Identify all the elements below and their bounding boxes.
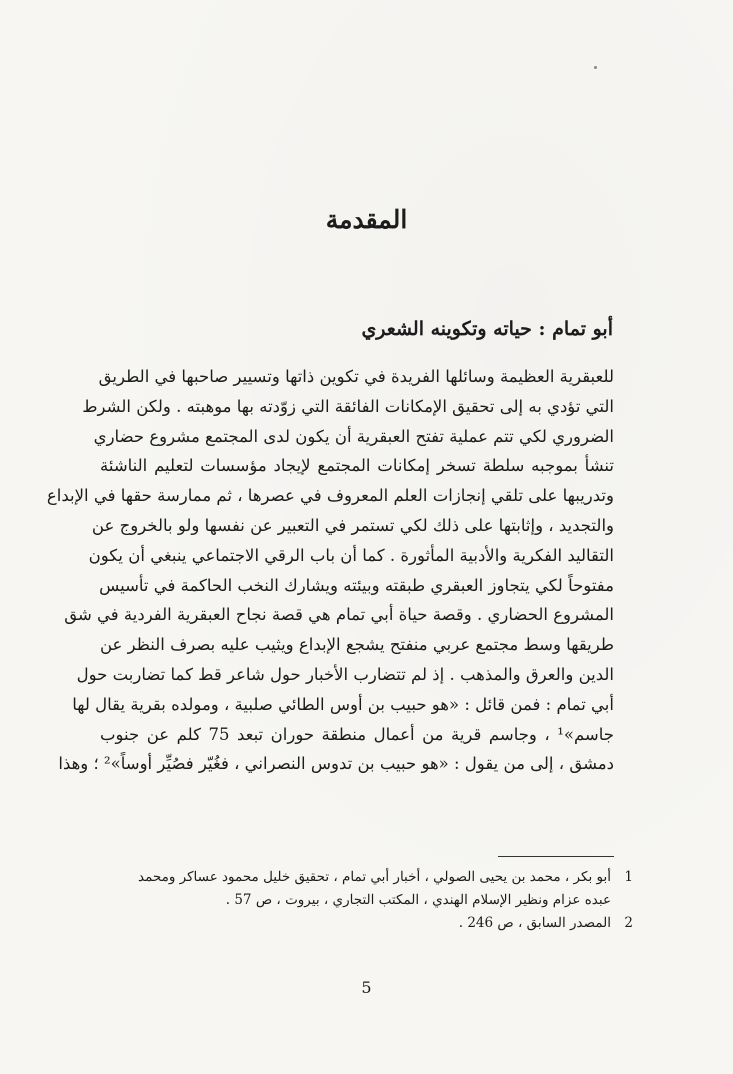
body-line: التي تؤدي به إلى تحقيق الإمكانات الفائقة التي زوّدته بها موهبته . ولكن الشرط — [82, 396, 614, 416]
body-line: للعبقرية العظيمة وسائلها الفريدة في تكوين ذاتها وتسيير صاحبها في الطريق — [98, 367, 614, 386]
body-line: المشروع الحضاري . وقصة حياة أبي تمام هي قصة نجاح العبقرية الفردية في شق — [64, 605, 614, 625]
body-line: دمشق ، إلى من يقول : «هو حبيب بن تدوس النصراني ، فغُيّر فصُيِّر أوساً»² ؛ وهذا — [58, 754, 614, 774]
body-line: تنشأ بموجبه سلطة تسخر إمكانات المجتمع لإيجاد مؤسسات لتعليم الناشئة — [100, 456, 614, 476]
section-heading: أبو تمام : حياته وتكوينه الشعري — [361, 318, 613, 340]
body-text — [46, 362, 614, 779]
chapter-title: المقدمة — [325, 205, 408, 234]
page-number: 5 — [361, 978, 372, 997]
ink-speck — [594, 66, 597, 69]
footnote-1 — [97, 866, 633, 889]
body-line: والتجديد ، وإثابتها على ذلك لكي تستمر في التعبير عن نفسها ولو بالخروج عن — [91, 515, 614, 535]
body-line: مفتوحاً لكي يتجاوز العبقري طبقته وبيئته ويشارك النخب الحاكمة في تأسيس — [99, 575, 614, 595]
footnote-divider — [498, 856, 614, 857]
footnote-text: أبو بكر ، محمد بن يحيى الصولي ، أخبار أبي تمام ، تحقيق خليل محمود عساكر ومحمد — [138, 869, 611, 885]
body-line: وتدريبها على تلقي إنجازات العلم المعروف في عصرها ، ثم ممارسة حقها في الإبداع — [46, 486, 614, 506]
body-line: الدين والعرق والمذهب . إذ لم تتضارب الأخبار حول شاعر قط كما تضاربت حول — [76, 664, 614, 684]
footnote-text: المصدر السابق ، ص 246 . — [458, 915, 611, 931]
body-line: طريقها وسط مجتمع عربي منفتح يشجع الإبداع ويثيب عليه بصرف النظر عن — [100, 635, 614, 655]
body-line: الضروري لكي تتم عملية تفتح العبقرية أن يكون لدى المجتمع مشروع حضاري — [93, 426, 614, 446]
footnote-1-continued: عبده عزام ونظير الإسلام الهندي ، المكتب التجاري ، بيروت ، ص 57 . — [225, 892, 611, 908]
body-line: التقاليد الفكرية والأدبية المأثورة . كما أن باب الرقي الاجتماعي ينبغي أن يكون — [88, 545, 614, 565]
footnotes — [97, 866, 633, 935]
footnote-number: 2 — [624, 915, 633, 931]
body-line: أبي تمام : فمن قائل : «هو حبيب بن أوس الطائي صلبية ، ومولده بقرية يقال لها — [72, 694, 614, 714]
body-line: جاسم»¹ ، وجاسم قرية من أعمال منطقة حوران تبعد 75 كلم عن جنوب — [100, 724, 614, 744]
footnote-number: 1 — [624, 869, 633, 885]
footnote-2 — [97, 912, 633, 935]
